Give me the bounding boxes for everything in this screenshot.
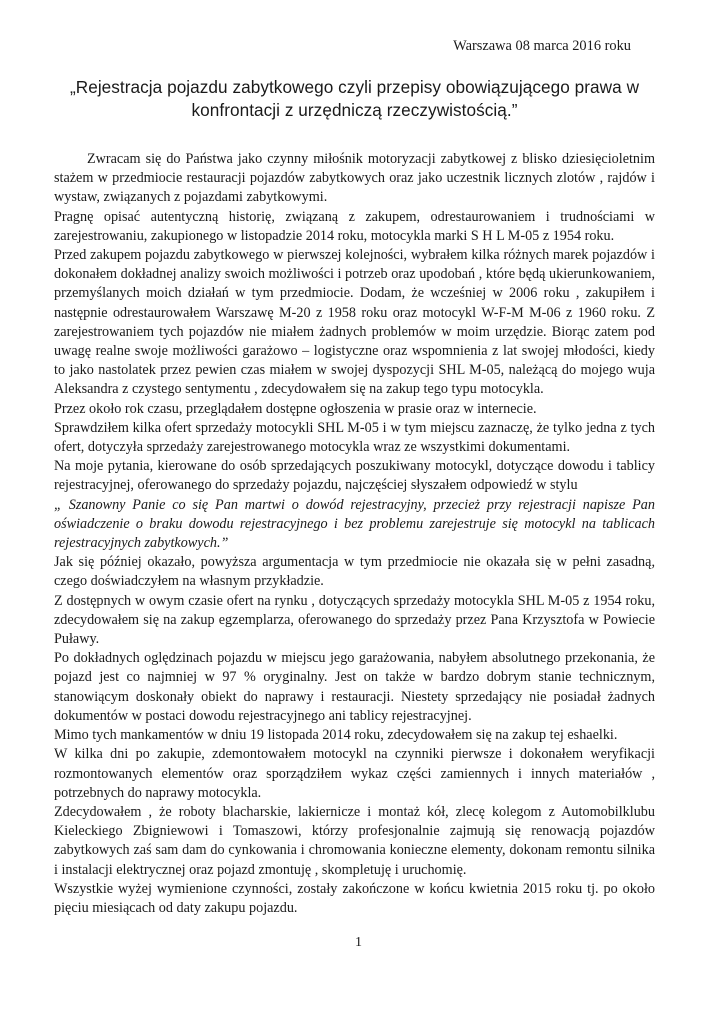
paragraph-quote: „ Szanowny Panie co się Pan martwi o dowód rejestracyjny, przecież przy rejestracji napisze Pan oświadczenie o braku dowodu rejestracyjnego i bez problemu zarejestruje się motocykl na tablicach rejestracyjnych zabytkowych.” xyxy=(54,496,655,552)
paragraph-search: Przez około rok czasu, przeglądałem dostępne ogłoszenia w prasie oraz w internecie. xyxy=(54,400,537,417)
paragraph-choice: Z dostępnych w owym czasie ofert na rynku , dotyczących sprzedaży motocykla SHL M-05 z 1954 roku, zdecydowałem się na zakup egzemplarza, oferowanego do sprzedaży przez Pana Krzysztofa w Powiecie Puławy. xyxy=(54,592,655,648)
paragraph-before-purchase: Przed zakupem pojazdu zabytkowego w pierwszej kolejności, wybrałem kilka różnych marek pojazdów i dokonałem dokładnej analizy swoich możliwości i potrzeb oraz upodobań , które będą ukierunkowaniem, przemyślanych moich działań w tym przedmiocie. Dodam, że wcześniej w 2006 roku , zakupiłem i następnie odrestaurowałem Warszawę M-20 z 1958 roku oraz motocykl W-F-M M-06 z 1960 roku. Z zarejestrowaniem tych pojazdów nie miałem żadnych problemów w moim urzędzie. Biorąc zatem pod uwagę realne swoje możliwości garażowo – logistyczne oraz wspomnienia z lat swojej młodości, kiedy to jako nastolatek przez pewien czas miałem w swojej dyspozycji SHL M-05, należącą do mojego wuja Aleksandra z czystego sentymentu , zdecydowałem się na zakup tego typu motocykla. xyxy=(54,247,655,398)
document-body xyxy=(54,150,655,918)
title-line-1: „Rejestracja pojazdu zabytkowego czyli przepisy obowiązującego prawa w xyxy=(69,77,640,97)
paragraph-disassembly: W kilka dni po zakupie, zdemontowałem motocykl na czynniki pierwsze i dokonałem weryfikacji rozmontowanych elementów oraz sporządziłem wykaz części zamiennych i innych materiałów , potrzebnych do naprawy motocykla. xyxy=(54,746,655,801)
title-line-2: konfrontacji z urzędniczą rzeczywistością.” xyxy=(191,100,518,120)
paragraph-argument: Jak się później okazało, powyższa argumentacja w tym przedmiocie nie okazała się w pełni zasadną, czego doświadczyłem na własnym przykładzie. xyxy=(54,554,655,590)
paragraph-purchase-date: Mimo tych mankamentów w dniu 19 listopada 2014 roku, zdecydowałem się na zakup tej eshaelki. xyxy=(54,727,618,744)
date-line: Warszawa 08 marca 2016 roku xyxy=(453,38,631,54)
document-title xyxy=(54,76,655,122)
paragraph-history: Pragnę opisać autentyczną historię, związaną z zakupem, odrestaurowaniem i trudnościami w zarejestrowaniu, zakupionego w listopadzie 2014 roku, motocykla marki S H L M-05 z 1954 roku. xyxy=(54,208,655,244)
paragraph-offers: Sprawdziłem kilka ofert sprzedaży motocykli SHL M-05 i w tym miejscu zaznaczę, że tylko jedna z tych ofert, dotyczyła sprzedaży zarejestrowanego motocykla wraz ze wszystkimi dokumentami. xyxy=(54,419,655,456)
paragraph-completion: Wszystkie wyżej wymienione czynności, zostały zakończone w końcu kwietnia 2015 roku tj. po około pięciu miesiącach od daty zakupu pojazdu. xyxy=(54,880,655,916)
paragraph-intro: Zwracam się do Państwa jako czynny miłośnik motoryzacji zabytkowej z blisko dziesięcioletnim stażem w przedmiocie restauracji pojazdów zabytkowych oraz jako uczestnik licznych zlotów , rajdów i wystaw, związanych z pojazdami zabytkowymi. xyxy=(54,151,655,206)
page-number: 1 xyxy=(355,935,362,950)
paragraph-inspection: Po dokładnych oględzinach pojazdu w miejscu jego garażowania, nabyłem absolutnego przekonania, że pojazd jest co najmniej w 97 % oryginalny. Jest on także w bardzo dobrym stanie technicznym, stanowiącym doskonały obiekt do naprawy i restauracji. Niestety sprzedający nie posiadał żadnych dokumentów w postaci dowodu rejestracyjnego ani tablicy rejestracyjnej. xyxy=(54,650,655,724)
paragraph-questions: Na moje pytania, kierowane do osób sprzedających poszukiwany motocykl, dotyczące dowodu i tablicy rejestracyjnej, oferowanego do sprzedaży pojazdu, najczęściej słyszałem odpowiedź w stylu xyxy=(54,458,655,494)
paragraph-work-plan: Zdecydowałem , że roboty blacharskie, lakiernicze i montaż kół, zlecę kolegom z Automobilklubu Kieleckiego Zbigniewowi i Tomaszowi, którzy profesjonalnie zajmują się renowacją pojazdów zabytkowych zaś sam dam do cynkowania i chromowania konieczne elementy, dokonam remontu silnika i instalacji elektrycznej oraz pojazd zmontuję , skompletuję i uruchomię. xyxy=(54,803,655,878)
